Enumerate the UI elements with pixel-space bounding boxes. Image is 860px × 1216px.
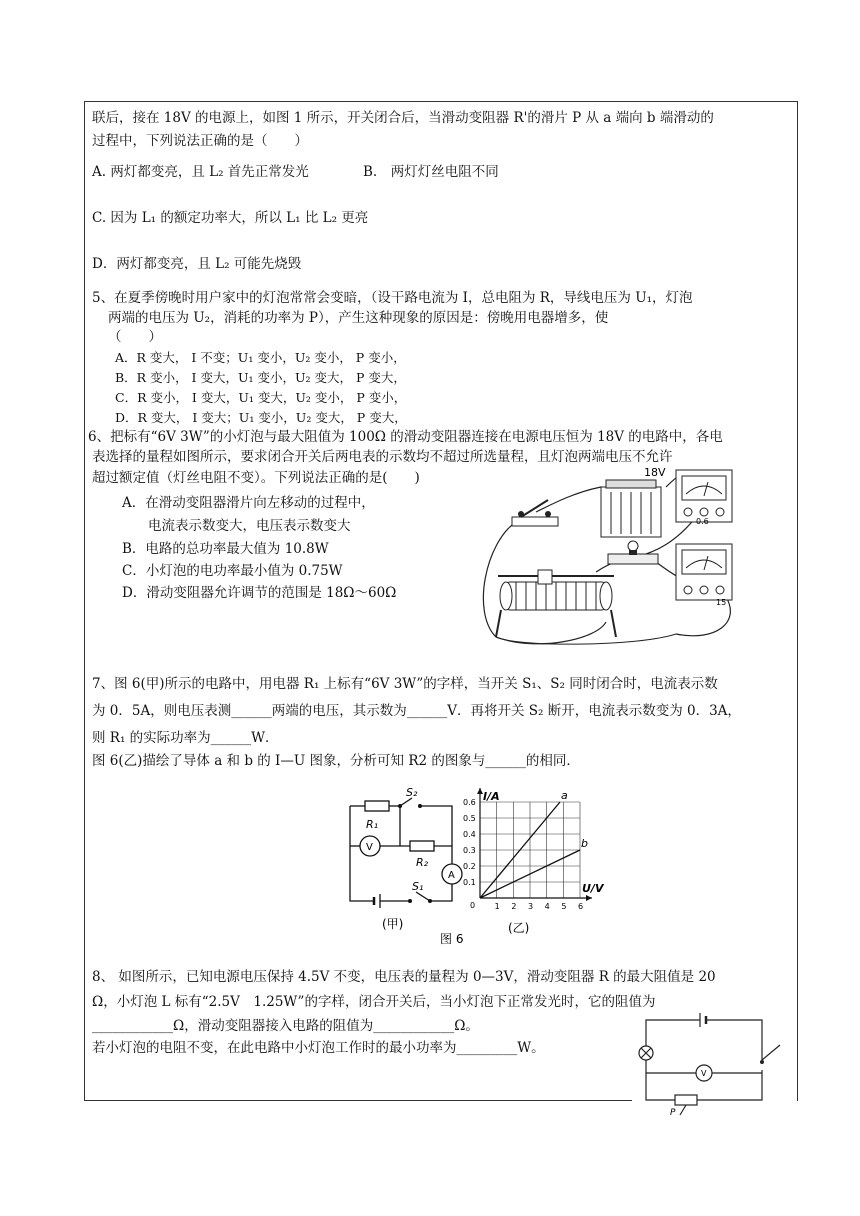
q6-line2: 表选择的量程如图所示，要求闭合开关后两电表的示数均不超过所选量程，且灯泡两端电压不允许 <box>92 449 673 465</box>
resistor-r1-icon <box>365 801 389 811</box>
q8-voltmeter-label: V <box>701 1069 707 1078</box>
y-tick-label: 0.5 <box>463 814 476 823</box>
q6-option-a-line2: 电流表示数变大，电压表示数变大 <box>148 518 351 534</box>
r1-label: R₁ <box>366 818 379 831</box>
q6-option-d: D．滑动变阻器允许调节的范围是 18Ω～60Ω <box>122 585 397 601</box>
y-axis-label: I/A <box>483 790 500 803</box>
r2-label: R₂ <box>416 856 429 869</box>
q6-line1: 6、把标有“6V 3W”的小灯泡与最大阻值为 100Ω 的滑动变阻器连接在电源电压恒为 18V 的电路中，各电 <box>88 429 723 445</box>
yi-label: (乙) <box>508 921 530 935</box>
q8-slider-label: P <box>670 1108 676 1118</box>
q5-line3: （ ） <box>108 329 162 345</box>
origin-label: 0 <box>470 901 476 910</box>
s1-label: S₁ <box>412 880 424 893</box>
question-table-bottom-border <box>84 1100 632 1101</box>
q6-line3: 超过额定值（灯丝电阻不变）。下列说法正确的是( ) <box>92 470 420 486</box>
s2-label: S₂ <box>406 786 418 799</box>
x-tick-label: 3 <box>528 902 534 911</box>
q7-circuit-figure <box>340 786 470 946</box>
rheostat-icon <box>675 1095 697 1105</box>
y-tick-label: 0.2 <box>463 862 476 871</box>
q8-line1: 8、 如图所示，已知电源电压保持 4.5V 不变，电压表的量程为 0—3V，滑动变阻器 R 的最大阻值是 20 <box>92 969 716 985</box>
q7-line2: 为 0．5A，则电压表测______两端的电压，其示数为______V．再将开关 S₂ 断开，电流表示数变为 0．3A， <box>92 703 741 719</box>
x-tick-label: 4 <box>544 902 550 911</box>
voltmeter-range-label: 15 <box>716 598 727 607</box>
x-tick-label: 6 <box>578 902 584 911</box>
q5-line2: 两端的电压为 U₂，消耗的功率为 P），产生这种现象的原因是：傍晚用电器增多，使 <box>108 310 609 326</box>
q8-line3: ____________Ω，滑动变阻器接入电路的阻值为____________Ω。 <box>92 1018 479 1034</box>
q4-line2: 过程中，下列说法正确的是（ ） <box>92 133 308 149</box>
x-tick-label: 5 <box>561 902 567 911</box>
iu-graph <box>458 786 604 946</box>
x-tick-label: 1 <box>494 902 500 911</box>
voltmeter-label: V <box>366 842 373 853</box>
q4-option-b: B. 两灯灯丝电阻不同 <box>363 164 499 180</box>
q5-option-d: D．R 变大， I 变大；U₁ 变小，U₂ 变大， P 变大， <box>115 410 407 425</box>
q7-line3: 则 R₁ 的实际功率为______W． <box>92 730 279 746</box>
q6-option-a-line1: A．在滑动变阻器滑片向左移动的过程中， <box>122 495 375 511</box>
x-axis-label: U/V <box>582 882 604 895</box>
ammeter-range-label: 0.6 <box>696 517 709 526</box>
q6-option-c: C．小灯泡的电功率最小值为 0.75W <box>122 563 343 579</box>
q6-apparatus-figure <box>476 462 746 650</box>
y-tick-label: 0.4 <box>463 830 476 839</box>
q5-option-c: C．R 变小， I 变大，U₁ 变大，U₂ 变小， P 变小， <box>115 390 407 405</box>
q4-option-d: D．两灯都变亮，且 L₂ 可能先烧毁 <box>92 256 302 272</box>
y-tick-label: 0.3 <box>463 846 476 855</box>
q8-circuit-figure <box>630 1005 790 1118</box>
rheostat-icon <box>496 570 616 637</box>
x-axis-arrow <box>586 895 592 901</box>
q5-option-a: A．R 变大， I 不变；U₁ 变小，U₂ 变小， P 变小， <box>115 350 406 365</box>
switch-icon <box>512 500 558 526</box>
y-tick-label: 0.6 <box>463 798 476 807</box>
q5-option-b: B．R 变小， I 变大，U₁ 变小，U₂ 变大， P 变大， <box>115 370 406 385</box>
jia-label: (甲) <box>382 917 404 931</box>
figure-6-caption: 图 6 <box>440 932 464 946</box>
voltmeter-icon <box>676 544 732 600</box>
q4-option-a: A. 两灯都变亮，且 L₂ 首先正常发光 <box>92 164 309 180</box>
q5-line1: 5、在夏季傍晚时用户家中的灯泡常常会变暗，（设干路电流为 I，总电阻为 R，导线电压为 U₁，灯泡 <box>92 290 693 306</box>
x-tick-label: 2 <box>511 902 517 911</box>
battery-icon <box>601 480 661 537</box>
series-label-a: a <box>561 789 568 802</box>
q7-line4: 图 6(乙)描绘了导体 a 和 b 的 I—U 图象，分析可知 R2 的图象与______的相同． <box>92 753 580 769</box>
y-tick-label: 0.1 <box>463 878 476 887</box>
ammeter-icon <box>676 470 732 522</box>
q4-line1: 联后，接在 18V 的电源上，如图 1 所示，开关闭合后，当滑动变阻器 R'的滑片 P 从 a 端向 b 端滑动的 <box>92 110 714 126</box>
battery-label: 18V <box>644 466 666 479</box>
q8-line4: 若小灯泡的电阻不变，在此电路中小灯泡工作时的最小功率为_________W。 <box>92 1040 545 1056</box>
q6-option-b: B．电路的总功率最大值为 10.8W <box>122 541 329 557</box>
q7-line1: 7、图 6(甲)所示的电路中，用电器 R₁ 上标有“6V 3W”的字样，当开关 S₁、S₂ 同时闭合时，电流表示数 <box>92 676 718 692</box>
q8-line2: Ω，小灯泡 L 标有“2.5V 1.25W”的字样，闭合开关后，当小灯泡下正常发光时，它的阻值为 <box>92 994 656 1010</box>
q4-option-c: C. 因为 L₁ 的额定功率大，所以 L₁ 比 L₂ 更亮 <box>92 210 369 226</box>
series-label-b: b <box>581 837 588 850</box>
ammeter-label: A <box>448 870 455 881</box>
resistor-r2-icon <box>410 841 434 851</box>
